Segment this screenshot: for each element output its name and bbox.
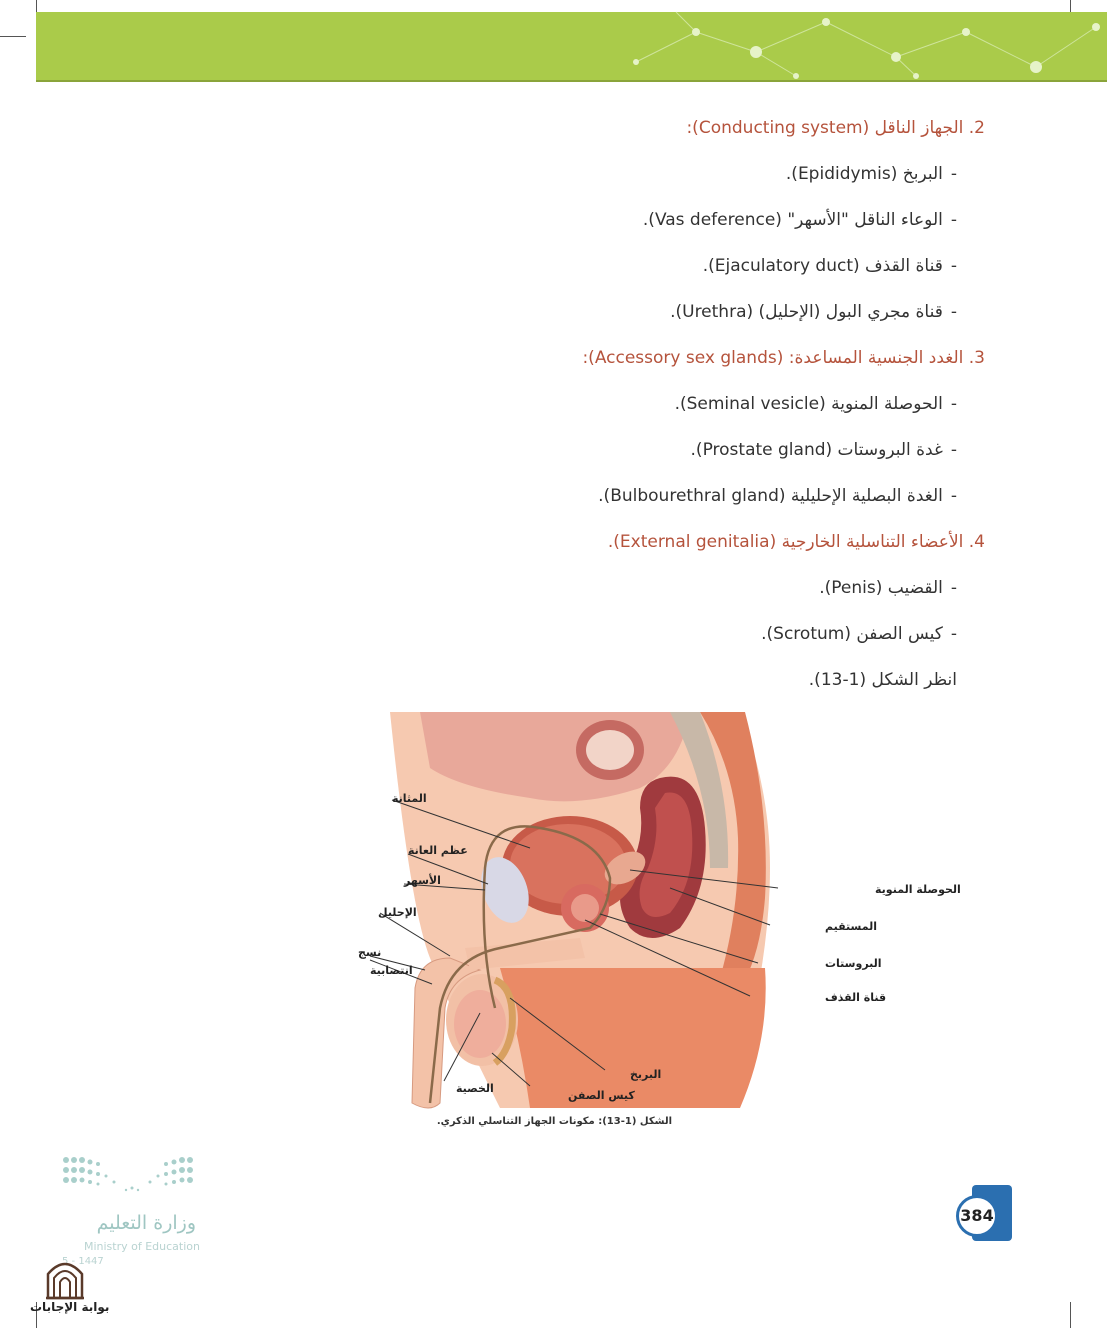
molecule-pattern bbox=[36, 12, 1107, 80]
figure-caption: الشكل (1-13): مكونات الجهاز التناسلي الذكري. bbox=[436, 1116, 672, 1127]
label-testis: الخصية bbox=[456, 1082, 494, 1095]
label-rectum: المستقيم bbox=[825, 920, 877, 933]
page-number-badge bbox=[946, 1185, 1012, 1241]
label-bladder: المثانة bbox=[392, 792, 427, 805]
label-urethra: الإحليل bbox=[378, 906, 417, 919]
content-text bbox=[285, 110, 985, 708]
watermark-label: بوابة الإجابات bbox=[30, 1300, 110, 1314]
label-seminal-vesicle: الحوصلة المنوية bbox=[875, 883, 961, 896]
section-heading: 2. الجهاز الناقل (Conducting system): bbox=[686, 118, 985, 138]
header-banner bbox=[36, 12, 1107, 82]
list-item: -الوعاء الناقل "الأسهر" (Vas deference). bbox=[642, 210, 957, 230]
mosque-logo-icon bbox=[44, 1256, 86, 1300]
label-epididymis: البربخ bbox=[630, 1068, 662, 1081]
label-prostate: البروستات bbox=[825, 957, 882, 970]
label-scrotum: كيس الصفن bbox=[568, 1089, 635, 1102]
section-heading: 4. الأعضاء التناسلية الخارجية (External genitalia). bbox=[607, 532, 985, 552]
list-item: -غدة البروستات (Prostate gland). bbox=[690, 440, 957, 460]
label-pubic-bone: عظم العانة bbox=[408, 844, 468, 857]
list-item: -القضيب (Penis). bbox=[819, 578, 957, 598]
male-reproductive-diagram bbox=[300, 708, 961, 1118]
ministry-name-arabic: وزارة التعليم bbox=[96, 1212, 196, 1234]
section-accessory-glands bbox=[285, 340, 985, 524]
ministry-year: 5 - 1447 bbox=[62, 1256, 104, 1267]
list-item: -الغدة البصلية الإحليلية (Bulbourethral gland). bbox=[598, 486, 957, 506]
list-item: -قناة مجري البول (الإحليل) (Urethra). bbox=[670, 302, 957, 322]
section-heading: 3. الغدد الجنسية المساعدة: (Accessory sex glands): bbox=[582, 348, 985, 368]
list-item: -الحوصلة المنوية (Seminal vesicle). bbox=[674, 394, 957, 414]
page-number: 384 bbox=[956, 1195, 998, 1237]
crop-mark bbox=[1070, 1302, 1071, 1328]
crop-mark bbox=[0, 36, 26, 37]
label-erectile-tissue: نسج bbox=[358, 946, 382, 959]
ministry-name-english: Ministry of Education bbox=[83, 1240, 200, 1253]
label-erectile-tissue: انتصابية bbox=[370, 964, 413, 977]
label-ejaculatory-duct: قناة القذف bbox=[825, 991, 887, 1004]
figure-reference: انظر الشكل (1-13). bbox=[808, 670, 957, 690]
list-item: -كيس الصفن (Scrotum). bbox=[761, 624, 957, 644]
section-conducting-system bbox=[285, 110, 985, 340]
section-external-genitalia bbox=[285, 524, 985, 662]
ministry-logo-icon bbox=[60, 1152, 210, 1202]
list-item: -البربخ (Epididymis). bbox=[785, 164, 957, 184]
label-vas-deferens: الأسهر bbox=[404, 874, 441, 887]
list-item: -قناة القذف (Ejaculatory duct). bbox=[702, 256, 957, 276]
